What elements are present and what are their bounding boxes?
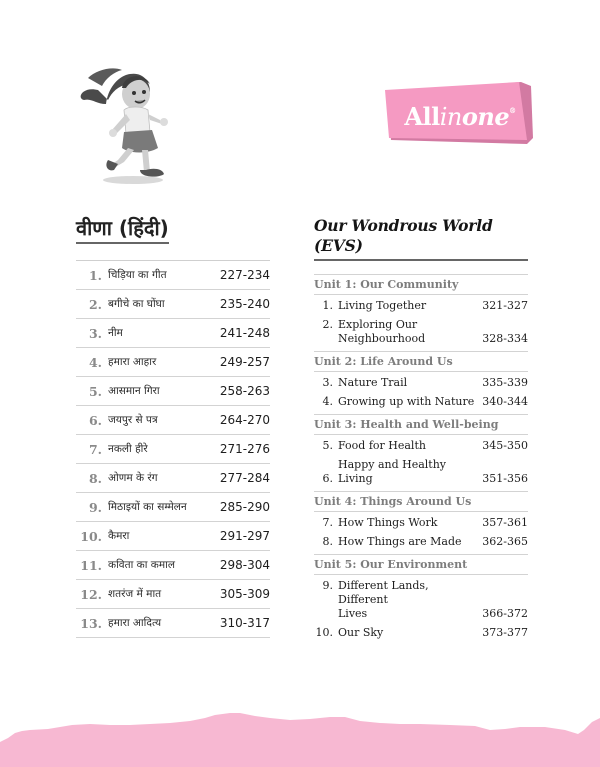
- chapter-row[interactable]: [314, 455, 528, 488]
- chapter-row[interactable]: [314, 392, 528, 411]
- chapter-title-line1: Different Lands, Different: [338, 579, 429, 606]
- unit-chapters: [314, 435, 528, 492]
- unit-heading: Unit 3: Health and Well-being: [314, 415, 528, 435]
- logo-text-all: All: [404, 102, 440, 131]
- chapter-number: 4.: [88, 354, 102, 370]
- chapter-title: Our Sky: [338, 626, 384, 639]
- chapter-number: 3.: [322, 376, 333, 389]
- logo-text-in: in: [439, 103, 462, 131]
- chapter-pages: 321-327: [482, 299, 528, 312]
- chapter-number: 11.: [80, 557, 102, 573]
- chapter-title: चिड़िया का गीत: [108, 269, 167, 281]
- chapter-title: नकली हीरे: [108, 443, 148, 455]
- chapter-pages: 328-334: [482, 332, 528, 345]
- chapter-pages: 291-297: [219, 529, 270, 543]
- chapter-number: 2.: [322, 318, 333, 331]
- chapter-title: हमारा आदित्य: [108, 617, 162, 629]
- chapter-title: How Things are Made: [338, 535, 462, 548]
- chapter-row[interactable]: [314, 436, 528, 455]
- chapter-pages: 373-377: [482, 626, 528, 639]
- chapter-title: ओणम के रंग: [108, 472, 158, 484]
- chapter-number: 9.: [88, 499, 102, 515]
- chapter-pages: 264-270: [219, 413, 270, 427]
- chapter-number: 12.: [80, 586, 102, 602]
- chapter-row[interactable]: [76, 464, 270, 493]
- unit-heading: Unit 1: Our Community: [314, 275, 528, 295]
- evs-section-title: Our Wondrous World (EVS): [314, 216, 528, 261]
- unit-heading: Unit 5: Our Environment: [314, 555, 528, 575]
- chapter-row[interactable]: [76, 377, 270, 406]
- chapter-pages: 366-372: [482, 607, 528, 620]
- unit-chapters: [314, 575, 528, 645]
- logo-text: [395, 102, 525, 131]
- chapter-title-line1: Exploring Our: [338, 318, 418, 331]
- chapter-row[interactable]: [314, 315, 528, 348]
- logo-text-one: one: [461, 102, 510, 131]
- chapter-pages: 351-356: [482, 472, 528, 485]
- chapter-row[interactable]: [76, 435, 270, 464]
- chapter-number: 3.: [88, 325, 102, 341]
- chapter-row[interactable]: [76, 580, 270, 609]
- chapter-pages: 241-248: [219, 326, 270, 340]
- chapter-row[interactable]: [76, 319, 270, 348]
- running-girl-illustration: [78, 48, 178, 188]
- chapter-number: 5.: [88, 383, 102, 399]
- chapter-pages: 305-309: [219, 587, 270, 601]
- chapter-title: Nature Trail: [338, 376, 408, 389]
- chapter-title: आसमान गिरा: [108, 385, 160, 397]
- chapter-title: कैमरा: [108, 530, 130, 542]
- chapter-title: नीम: [108, 327, 123, 339]
- chapter-pages: 271-276: [219, 442, 270, 456]
- chapter-row[interactable]: [76, 493, 270, 522]
- chapter-row[interactable]: [76, 609, 270, 638]
- chapter-title: Food for Health: [338, 439, 426, 452]
- chapter-row[interactable]: [76, 522, 270, 551]
- chapter-title: हमारा आहार: [108, 356, 157, 368]
- chapter-number: 7.: [88, 441, 102, 457]
- chapter-pages: 310-317: [219, 616, 270, 630]
- chapter-number: 8.: [322, 535, 333, 548]
- unit-chapters: [314, 295, 528, 352]
- chapter-title: Happy and Healthy Living: [338, 458, 447, 485]
- unit-heading: Unit 4: Things Around Us: [314, 492, 528, 512]
- chapter-pages: 227-234: [219, 268, 270, 282]
- chapter-number: 7.: [322, 516, 333, 529]
- chapter-number: 10.: [315, 626, 333, 639]
- chapter-title: शतरंज में मात: [108, 588, 162, 600]
- unit-chapters: [314, 372, 528, 415]
- chapter-title: How Things Work: [338, 516, 438, 529]
- chapter-row[interactable]: [76, 406, 270, 435]
- chapter-title: [338, 318, 476, 346]
- chapter-number: 5.: [322, 439, 333, 452]
- chapter-pages: 258-263: [219, 384, 270, 398]
- chapter-title: बगीचे का घोंघा: [108, 298, 165, 310]
- chapter-row[interactable]: [314, 576, 528, 623]
- chapter-row[interactable]: [314, 513, 528, 532]
- chapter-number: 13.: [80, 615, 102, 631]
- chapter-row[interactable]: [314, 373, 528, 392]
- all-in-one-logo: [383, 82, 533, 144]
- chapter-pages: 345-350: [482, 439, 528, 452]
- chapter-number: 9.: [322, 579, 333, 592]
- chapter-pages: 362-365: [482, 535, 528, 548]
- evs-contents-section: [314, 216, 528, 645]
- chapter-title: [338, 579, 476, 621]
- chapter-pages: 277-284: [219, 471, 270, 485]
- chapter-row[interactable]: [314, 623, 528, 642]
- chapter-title: कविता का कमाल: [108, 559, 175, 571]
- unit-chapters: [314, 512, 528, 555]
- chapter-number: 1.: [322, 299, 333, 312]
- unit-heading: Unit 2: Life Around Us: [314, 352, 528, 372]
- chapter-number: 6.: [88, 412, 102, 428]
- chapter-number: 6.: [322, 472, 333, 485]
- chapter-pages: 340-344: [482, 395, 528, 408]
- chapter-pages: 249-257: [219, 355, 270, 369]
- chapter-pages: 235-240: [219, 297, 270, 311]
- registered-mark: ®: [509, 106, 516, 115]
- chapter-pages: 357-361: [482, 516, 528, 529]
- hindi-chapter-list: [76, 260, 270, 638]
- chapter-title: Growing up with Nature: [338, 395, 475, 408]
- chapter-row[interactable]: [76, 348, 270, 377]
- chapter-number: 4.: [322, 395, 333, 408]
- chapter-pages: 335-339: [482, 376, 528, 389]
- chapter-title: जयपुर से पत्र: [108, 414, 158, 426]
- chapter-number: 1.: [88, 267, 102, 283]
- chapter-title: मिठाइयों का सम्मेलन: [108, 501, 187, 513]
- chapter-number: 8.: [88, 470, 102, 486]
- chapter-number: 10.: [80, 528, 102, 544]
- chapter-row[interactable]: [314, 296, 528, 315]
- hindi-contents-section: [76, 216, 270, 638]
- chapter-row[interactable]: [76, 551, 270, 580]
- chapter-pages: 285-290: [219, 500, 270, 514]
- chapter-number: 2.: [88, 296, 102, 312]
- chapter-row[interactable]: [76, 290, 270, 319]
- chapter-row[interactable]: [76, 261, 270, 290]
- pink-torn-edge-decoration: [0, 700, 600, 767]
- evs-unit-list: [314, 274, 528, 645]
- chapter-title-line2: Lives: [338, 607, 368, 620]
- chapter-pages: 298-304: [219, 558, 270, 572]
- chapter-title-line2: Neighbourhood: [338, 332, 426, 345]
- chapter-row[interactable]: [314, 532, 528, 551]
- hindi-section-title: वीणा (हिंदी): [76, 216, 169, 244]
- chapter-title: Living Together: [338, 299, 427, 312]
